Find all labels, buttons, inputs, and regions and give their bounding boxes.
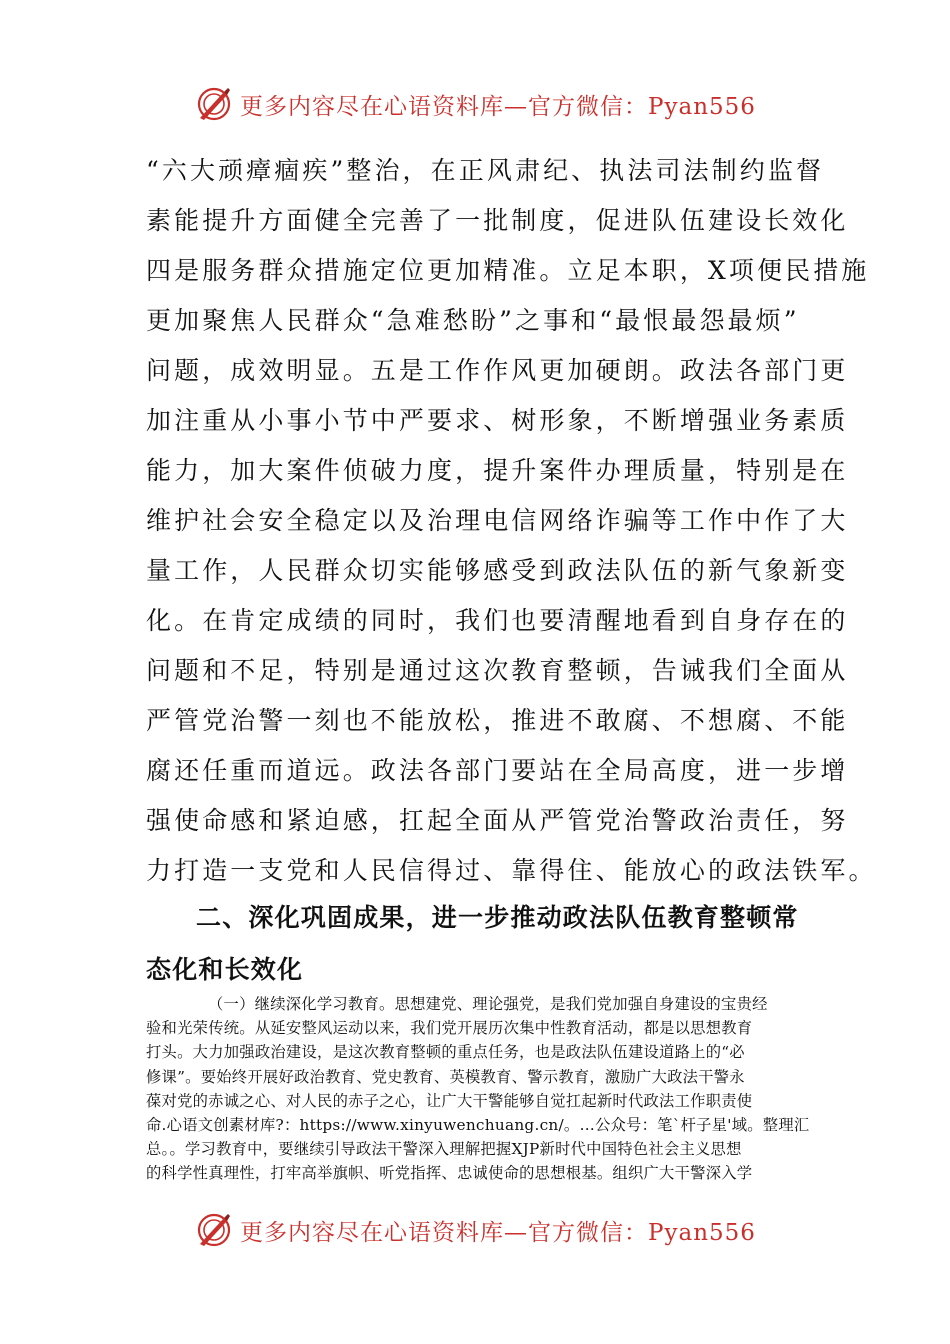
body-line: 问题，成效明显。五是工作作风更加硬朗。政法各部门更 xyxy=(146,356,849,385)
banner-title: 更多内容尽在心语资料库 xyxy=(240,1219,505,1246)
body-line: 加注重从小事小节中严要求、树形象，不断增强业务素质 xyxy=(146,406,849,435)
sub-paragraph-line: 的科学性真理性，打牢高举旗帜、听党指挥、忠诚使命的思想根基。组织广大干警深入学 xyxy=(146,1164,753,1183)
pen-logo-icon xyxy=(194,1210,234,1250)
body-line: 四是服务群众措施定位更加精准。立足本职，X项便民措施 xyxy=(146,256,870,285)
sub-paragraph-line: 打头。大力加强政治建设，是这次教育整顿的重点任务，也是政法队伍建设道路上的“必 xyxy=(146,1043,745,1062)
section-heading-line-2: 态化和长效化 xyxy=(146,955,304,984)
banner-separator: — xyxy=(504,1219,529,1246)
body-paragraph xyxy=(146,146,877,896)
body-line: 腐还任重而道远。政法各部门要站在全局高度，进一步增 xyxy=(146,756,849,785)
body-line: 能力，加大案件侦破力度，提升案件办理质量，特别是在 xyxy=(146,456,849,485)
body-line: 强使命感和紧迫感，扛起全面从严管党治警政治责任，努 xyxy=(146,806,849,835)
body-line: 问题和不足，特别是通过这次教育整顿，告诫我们全面从 xyxy=(146,656,849,685)
banner-title: 更多内容尽在心语资料库 xyxy=(240,93,505,120)
section-heading xyxy=(146,892,806,996)
sub-paragraph-line: （一）继续深化学习教育。思想建党、理论强党，是我们党加强自身建设的宝贵经 xyxy=(208,995,768,1013)
banner-contact: 官方微信：Pyan556 xyxy=(528,93,756,120)
body-line: 力打造一支党和人民信得过、靠得住、能放心的政法铁军。 xyxy=(146,856,877,885)
section-heading-line-1: 二、深化巩固成果，进一步推动政法队伍教育整顿常 xyxy=(196,903,799,932)
body-line: 化。在肯定成绩的同时，我们也要清醒地看到自身存在的 xyxy=(146,606,849,635)
sub-paragraph-line: 总。。学习教育中，要继续引导政法干警深入理解把握XJP新时代中国特色社会主义思想 xyxy=(146,1140,742,1159)
footer-banner xyxy=(0,1206,950,1254)
sub-paragraph xyxy=(146,992,808,1186)
body-line: 素能提升方面健全完善了一批制度，促进队伍建设长效化 xyxy=(146,206,849,235)
body-line: “六大顽瘴痼疾”整治，在正风肃纪、执法司法制约监督 xyxy=(146,156,825,185)
banner-separator: — xyxy=(504,93,529,120)
sub-paragraph-line: 命.心语文创素材库?：https://www.xinyuwenchuang.cn/。…公众号：笔`杆子星'域。整理汇 xyxy=(146,1115,810,1134)
sub-paragraph-line: 验和光荣传统。从延安整风运动以来，我们党开展历次集中性教育活动，都是以思想教育 xyxy=(146,1019,753,1038)
body-line: 更加聚焦人民群众“急难愁盼”之事和“最恨最怨最烦” xyxy=(146,306,800,335)
body-line: 严管党治警一刻也不能放松，推进不敢腐、不想腐、不能 xyxy=(146,706,849,735)
header-banner xyxy=(0,80,950,128)
pen-logo-icon xyxy=(194,84,234,124)
sub-paragraph-line: 葆对党的赤诚之心、对人民的赤子之心，让广大干警能够自觉扛起新时代政法工作职责使 xyxy=(146,1091,753,1110)
sub-paragraph-line: 修课”。要始终开展好政治教育、党史教育、英模教育、警示教育，激励广大政法干警永 xyxy=(146,1067,745,1086)
banner-contact: 官方微信：Pyan556 xyxy=(528,1219,756,1246)
body-line: 量工作，人民群众切实能够感受到政法队伍的新气象新变 xyxy=(146,556,849,585)
body-line: 维护社会安全稳定以及治理电信网络诈骗等工作中作了大 xyxy=(146,506,849,535)
